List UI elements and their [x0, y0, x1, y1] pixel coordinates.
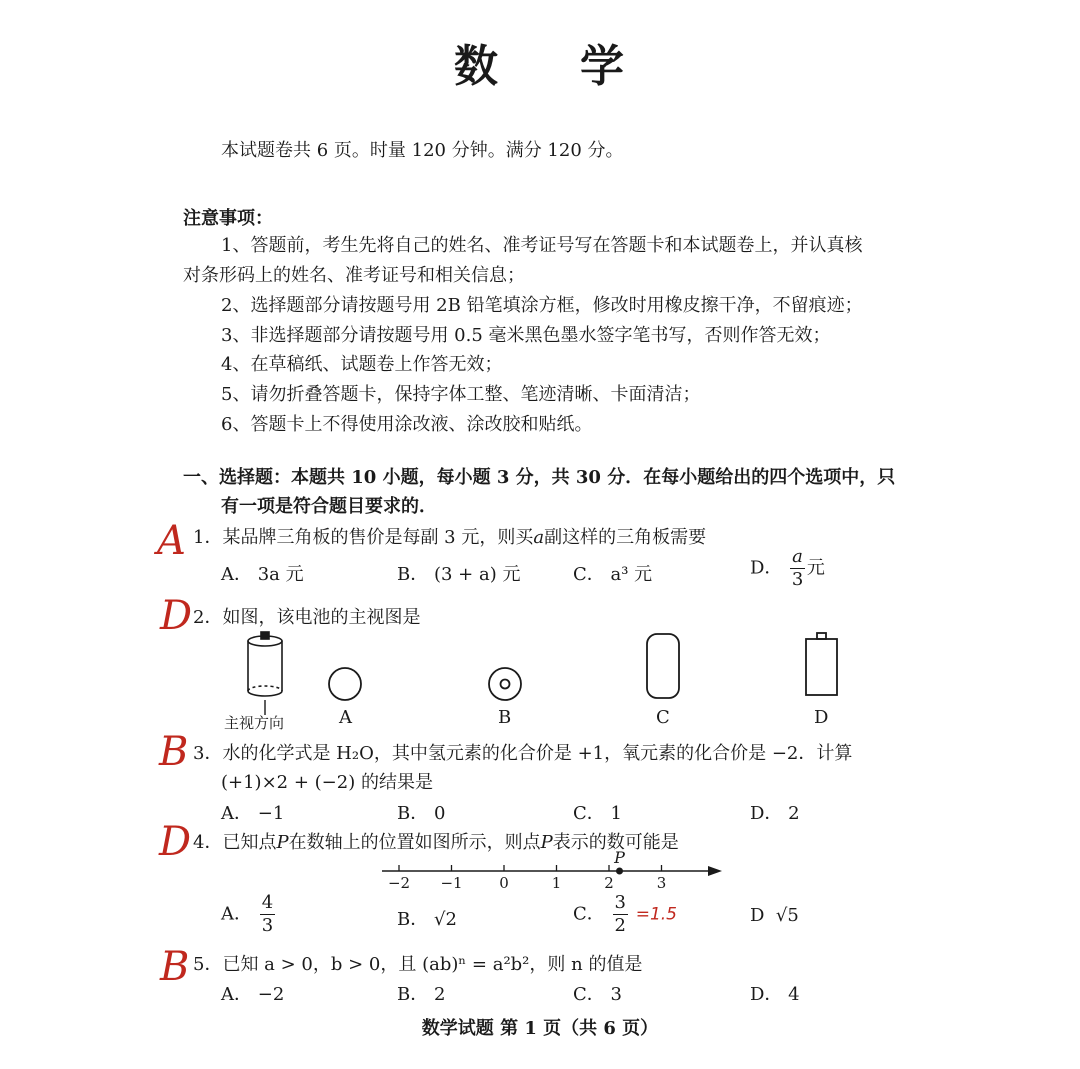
q4-option-c-den: 2 — [614, 915, 626, 936]
question-3-line-2: (+1)×2 + (−2) 的结果是 — [221, 772, 433, 793]
notes-heading: 注意事项： — [183, 208, 273, 229]
q1-option-a-label: A． — [221, 564, 252, 585]
q2-option-c-label: C — [656, 707, 670, 728]
number-line-tick-label: 0 — [499, 874, 509, 892]
answer-mark-q4: D — [159, 819, 192, 865]
q3-option-a-text: −1 — [257, 803, 285, 824]
answer-mark-q1: A — [157, 518, 186, 564]
q4-option-c-fraction — [613, 894, 628, 935]
q3-option-d-text: 2 — [788, 803, 800, 824]
handwritten-note-q4: =1.5 — [635, 904, 677, 925]
section-heading-line-1: 一、选择题：本题共 10 小题，每小题 3 分，共 30 分．在每小题给出的四个选项中，只 — [183, 467, 896, 488]
exam-intro: 本试题卷共 6 页。时量 120 分钟。满分 120 分。 — [221, 140, 624, 161]
note-item-3: 3、非选择题部分请按题号用 0.5 毫米黑色墨水签字笔书写，否则作答无效； — [221, 325, 831, 346]
q3-option-b-label: B． — [397, 803, 429, 824]
question-2-text: 如图，该电池的主视图是 — [222, 607, 421, 628]
question-1-text-a: 某品牌三角板的售价是每副 3 元，则买 — [222, 527, 534, 548]
q3-option-b-text: 0 — [433, 803, 446, 824]
number-line-tick-label: −2 — [387, 874, 411, 892]
q5-option-d-label: D． — [750, 984, 783, 1005]
q5-option-c-text: 3 — [610, 984, 622, 1005]
q4-option-c-label: C． — [573, 903, 605, 925]
q1-option-d-num: a — [792, 546, 803, 567]
answer-mark-q2: D — [160, 593, 193, 639]
note-item-1: 1、答题前，考生先将自己的姓名、准考证号写在答题卡和本试题卷上，并认真核 — [221, 235, 863, 256]
question-1-var: a — [533, 527, 545, 548]
q4-option-a-fraction — [260, 894, 275, 935]
q4-option-d-label: D — [750, 905, 765, 926]
q4-option-b — [397, 905, 457, 931]
q5-option-c — [573, 980, 622, 1006]
note-item-4: 4、在草稿纸、试题卷上作答无效； — [221, 354, 503, 375]
page-footer: 数学试题 第 1 页（共 6 页） — [421, 1018, 659, 1039]
q4-option-c — [573, 894, 677, 935]
q1-option-a-text: 3a 元 — [257, 564, 304, 585]
question-3-number: 3． — [193, 743, 223, 764]
q3-option-c-text: 1 — [610, 803, 622, 824]
question-1-text-b: 副这样的三角板需要 — [544, 527, 707, 548]
q4-option-b-text: √2 — [433, 909, 457, 930]
q1-option-d-unit: 元 — [806, 557, 825, 579]
title-char-1: 数 — [454, 41, 500, 92]
question-4-var-2: P — [540, 832, 553, 853]
q4-option-a — [221, 894, 277, 935]
number-line-tick-label: 3 — [656, 874, 667, 892]
note-item-1-cont: 对条形码上的姓名、准考证号和相关信息； — [183, 265, 525, 286]
answer-mark-q5: B — [160, 944, 190, 990]
question-4-text-a: 已知点 — [222, 832, 277, 853]
q5-option-a — [221, 980, 284, 1006]
number-line-tick-label: 2 — [604, 874, 614, 892]
q4-option-a-den: 3 — [261, 915, 274, 936]
question-2-number: 2． — [193, 607, 223, 628]
question-4-text-c: 表示的数可能是 — [552, 832, 679, 853]
q4-option-c-num: 3 — [614, 892, 626, 913]
q4-option-a-num: 4 — [261, 892, 274, 913]
point-p-marker — [616, 868, 623, 875]
question-4-text-b: 在数轴上的位置如图所示，则点 — [288, 832, 541, 853]
note-item-5: 5、请勿折叠答题卡，保持字体工整、笔迹清晰、卡面清洁； — [221, 384, 701, 405]
q1-option-b-text: (3 + a) 元 — [433, 564, 521, 585]
q1-option-d-den: 3 — [791, 569, 804, 590]
q4-option-d — [750, 905, 799, 926]
title-char-2: 学 — [580, 41, 626, 92]
number-line-tick-label: −1 — [440, 874, 463, 892]
q5-option-b-text: 2 — [433, 984, 446, 1005]
q5-option-a-text: −2 — [257, 984, 285, 1005]
q2-option-a-label: A — [339, 707, 352, 728]
question-4-var-1: P — [276, 832, 289, 853]
q1-option-c-label: C． — [573, 564, 605, 585]
answer-mark-q3: B — [159, 729, 189, 775]
q3-option-d-label: D． — [750, 803, 783, 824]
q2-option-b-label: B — [498, 707, 512, 728]
q3-option-c-label: C． — [573, 803, 605, 824]
q4-option-a-label: A． — [221, 903, 252, 925]
number-line-tick-label: 1 — [551, 874, 562, 892]
section-heading-line-2: 有一项是符合题目要求的． — [221, 496, 437, 517]
q1-option-c-text: a³ 元 — [610, 564, 653, 585]
q5-option-b — [397, 980, 445, 1006]
q5-option-c-label: C． — [573, 984, 605, 1005]
note-item-6: 6、答题卡上不得使用涂改液、涂改胶和贴纸。 — [221, 414, 593, 435]
point-p-label: P — [614, 848, 625, 867]
q1-option-d-label: D． — [750, 557, 783, 579]
question-4-number: 4． — [193, 832, 223, 853]
q1-option-b-label: B． — [397, 564, 429, 585]
q5-option-a-label: A． — [221, 984, 252, 1005]
question-1-number: 1． — [193, 527, 223, 548]
note-item-2: 2、选择题部分请按题号用 2B 铅笔填涂方框，修改时用橡皮擦干净，不留痕迹； — [221, 295, 863, 316]
question-5-number: 5． — [193, 954, 223, 975]
q3-option-a-label: A． — [221, 803, 252, 824]
q2-option-d-label: D — [814, 707, 829, 728]
question-5-text: 已知 a > 0，b > 0，且 (ab)ⁿ = a²b²，则 n 的值是 — [222, 954, 643, 975]
q4-option-d-text: √5 — [775, 905, 799, 926]
number-line-arrowhead — [708, 866, 722, 876]
q5-option-d — [750, 980, 800, 1006]
q5-option-b-label: B． — [397, 984, 429, 1005]
view-direction-label: 主视方向 — [224, 714, 285, 732]
q5-option-d-text: 4 — [788, 984, 800, 1005]
question-3-text-1: 水的化学式是 H₂O，其中氢元素的化合价是 +1，氧元素的化合价是 −2．计算 — [222, 743, 853, 764]
q4-option-b-label: B． — [397, 909, 429, 930]
question-5-stem — [193, 950, 642, 976]
